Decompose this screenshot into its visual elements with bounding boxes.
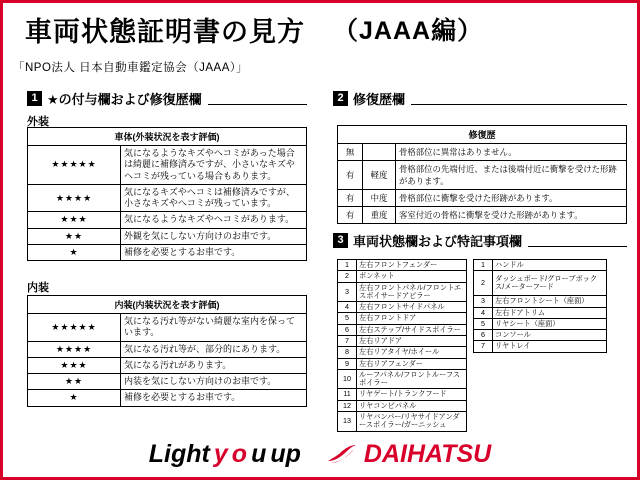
table-row [28,228,307,244]
table-row [338,190,627,207]
part-name: リヤゲート/トランクフード [357,389,467,400]
rating-stars: ★★★★★ [28,146,121,185]
rating-stars: ★★ [28,228,121,244]
page-title: 車両状態証明書の見方 [25,16,305,47]
daihatsu-mark-icon [327,443,357,465]
page-footer [3,431,637,477]
light-you-up-logo [149,440,301,469]
table-row [28,146,307,185]
list-item [338,302,467,313]
rating-stars: ★ [28,244,121,260]
part-name: 左右フロントシート（座面） [493,296,607,307]
repair-mark: 有 [338,190,363,207]
rating-desc: 気になる汚れ等がない綺麗な室内を保っています。 [121,314,307,342]
rating-desc: 補修を必要とするお車です。 [121,244,307,260]
part-no: 5 [474,318,493,329]
part-no: 5 [338,313,357,324]
interior-table [27,295,307,407]
part-no: 1 [474,260,493,271]
interior-table-wrap [27,295,307,407]
list-item [338,400,467,411]
rating-desc: 外観を気にしない方向けのお車です。 [121,228,307,244]
interior-label: 内装 [27,282,49,294]
list-item [338,313,467,324]
list-item [338,369,467,389]
part-no: 10 [338,369,357,389]
part-name: 左右リアタイヤ/ホイール [357,347,467,358]
repair-grade [363,144,396,161]
rating-desc: 気になるキズやヘコミは補修済みですが、小さなキズやヘコミが残っています。 [121,184,307,212]
repair-grade: 軽度 [363,161,396,190]
table-row [28,390,307,406]
parts-list-exterior [337,259,467,432]
slogan-y: y [213,439,228,468]
list-item [338,324,467,335]
table-row [28,212,307,228]
part-name: コンソール [493,330,607,341]
rating-desc: 補修を必要とするお車です。 [121,390,307,406]
rating-stars: ★★★ [28,212,121,228]
part-name: 左右フロントパネル/フロントエスボイサードアピラー [357,282,467,302]
list-item [474,330,607,341]
rating-stars: ★★★★ [28,341,121,357]
section-2-title: 修復歴欄 [353,92,406,107]
repair-desc: 骨格部位に衝撃を受けた形跡があります。 [396,190,627,207]
part-name: 左右ドアトリム [493,307,607,318]
table-row [28,314,307,342]
table-row [338,207,627,224]
table-row [338,161,627,190]
exterior-label: 外装 [27,116,49,128]
section-3-title: 車両状態欄および特記事項欄 [353,234,523,249]
repair-desc: 客室付近の骨格に衝撃を受けた形跡があります。 [396,207,627,224]
part-no: 12 [338,400,357,411]
part-name: ダッシュボード/グローブボックス/メーターフード [493,271,607,296]
repair-desc: 骨格部位に異常はありません。 [396,144,627,161]
table-row [28,244,307,260]
part-name: 左右フロントドア [357,313,467,324]
list-item [474,318,607,329]
list-item [338,389,467,400]
table-row [338,126,627,144]
rating-desc: 内装を気にしない方向けのお車です。 [121,374,307,390]
list-item [338,411,467,431]
rating-stars: ★★ [28,374,121,390]
list-item [338,260,467,271]
rating-desc: 気になるようなキズやヘコミがあります。 [121,212,307,228]
rating-stars: ★ [28,390,121,406]
section-1-title: ★の付与欄および修復歴欄 [47,92,202,107]
rating-stars: ★★★★ [28,184,121,212]
repair-grade: 中度 [363,190,396,207]
part-no: 8 [338,347,357,358]
part-no: 7 [474,341,493,352]
parts-list-interior [473,259,607,353]
repair-desc: 骨格部位の先端付近、または後端付近に衝撃を受けた形跡があります。 [396,161,627,190]
list-item [474,296,607,307]
page-header [3,3,637,55]
list-item [474,271,607,296]
table-row [28,184,307,212]
exterior-table-wrap [27,127,307,261]
repair-mark: 無 [338,144,363,161]
part-name: ルーフパネル/フロントルーフスポイラー [357,369,467,389]
part-name: 左右ステップ/サイドスポイラー [357,324,467,335]
part-no: 7 [338,335,357,346]
interior-table-header: 内装(内装状況を表す評価) [28,296,307,314]
table-row [28,128,307,146]
part-name: ハンドル [493,260,607,271]
part-no: 9 [338,358,357,369]
section-1-rule [208,104,307,105]
table-row [28,296,307,314]
slogan-light: Light [148,439,210,468]
list-item [474,307,607,318]
part-no: 13 [338,411,357,431]
part-no: 6 [338,324,357,335]
part-name: リヤバンパー/リヤサイドアンダースポイラー/ガーニッシュ [357,411,467,431]
section-1-number: 1 [27,91,42,106]
table-row [28,341,307,357]
part-name: 左右フロントサイドパネル [357,302,467,313]
part-no: 4 [474,307,493,318]
part-no: 2 [338,271,357,282]
parts-list-exterior-wrap [337,259,467,432]
section-3-number: 3 [333,233,348,248]
list-item [474,341,607,352]
repair-mark: 有 [338,161,363,190]
repair-table-wrap [337,125,627,224]
part-no: 6 [474,330,493,341]
rating-desc: 気になる汚れ等が、部分的にあります。 [121,341,307,357]
list-item [474,260,607,271]
part-name: リヤトレイ [493,341,607,352]
part-name: リヤシート（座面） [493,318,607,329]
list-item [338,271,467,282]
repair-grade: 重度 [363,207,396,224]
rating-desc: 気になるようなキズやヘコミがあった場合は綺麗に補修済みですが、小さいなキズやヘコミが残っている場合もあります。 [121,146,307,185]
list-item [338,358,467,369]
page-subtitle: （JAAA編） [333,17,484,45]
part-name: 左右リアフェンダー [357,358,467,369]
list-item [338,347,467,358]
part-no: 4 [338,302,357,313]
table-row [28,374,307,390]
part-no: 3 [338,282,357,302]
part-no: 11 [338,389,357,400]
slogan-up: up [270,439,301,468]
section-3-heading [333,231,627,250]
part-no: 3 [474,296,493,307]
rating-desc: 気になる汚れがあります。 [121,357,307,373]
part-no: 2 [474,271,493,296]
part-no: 1 [338,260,357,271]
part-name: リヤコンビパネル [357,400,467,411]
repair-table-header: 修復歴 [338,126,627,144]
part-name: ボンネット [357,271,467,282]
parts-list-interior-wrap [473,259,607,353]
part-name: 左右フロントフェンダー [357,260,467,271]
section-2-number: 2 [333,91,348,106]
repair-table [337,125,627,224]
part-name: 左右リアドア [357,335,467,346]
slogan-u: u [251,439,267,468]
slogan-o: o [231,439,248,468]
exterior-table [27,127,307,261]
section-3-rule [528,246,627,247]
repair-mark: 有 [338,207,363,224]
table-row [338,144,627,161]
list-item [338,282,467,302]
organization-note: 「NPO法人 日本自動車鑑定協会（JAAA）」 [13,62,249,74]
exterior-table-header: 車体(外装状況を表す評価) [28,128,307,146]
rating-stars: ★★★★★ [28,314,121,342]
section-2-rule [411,104,627,105]
daihatsu-logo [327,440,491,469]
list-item [338,335,467,346]
daihatsu-wordmark: DAIHATSU [363,439,492,468]
table-row [28,357,307,373]
rating-stars: ★★★ [28,357,121,373]
section-1-heading [27,89,307,108]
section-2-heading [333,89,627,108]
